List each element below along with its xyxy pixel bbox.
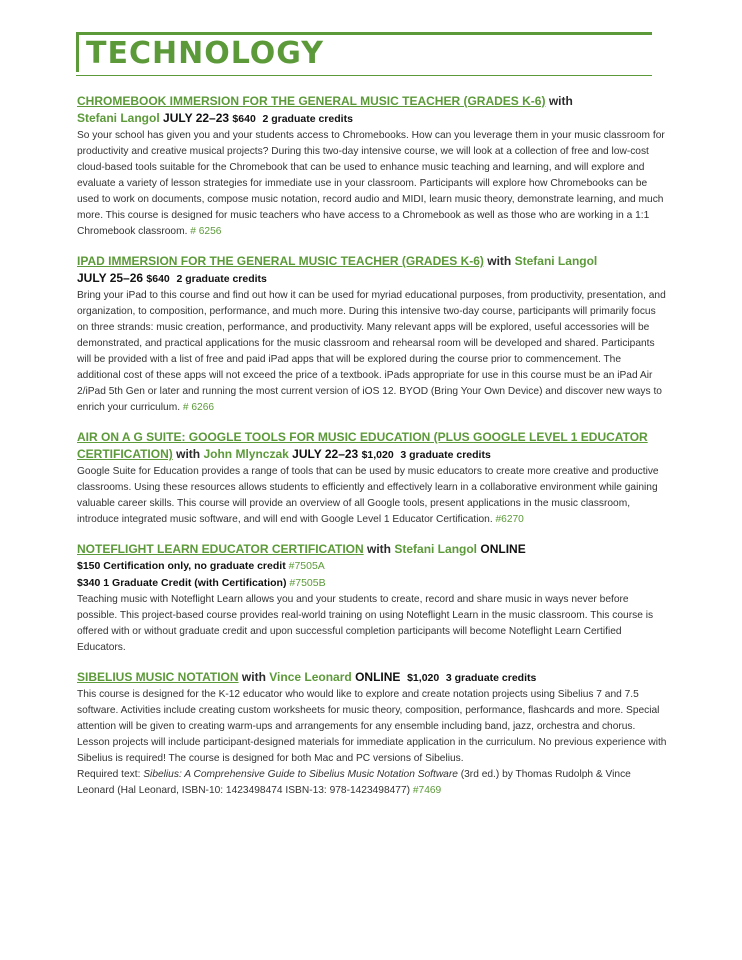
- course-heading: [77, 669, 667, 687]
- option-text: $150 Certification only, no graduate credit: [77, 560, 286, 572]
- required-book-details: (3rd ed.) by Thomas Rudolph & Vince Leonard (Hal Leonard, ISBN-10: 1423498474 ISBN-13: 978-1423498477): [77, 769, 631, 796]
- with-label: with: [487, 254, 512, 268]
- course-title-link[interactable]: AIR ON A G SUITE: GOOGLE TOOLS FOR MUSIC EDUCATION (PLUS GOOGLE LEVEL 1 EDUCATOR CERTIFICATION): [77, 430, 648, 461]
- course-description: [77, 592, 667, 656]
- option-number: #7505B: [289, 577, 326, 589]
- online-badge: ONLINE: [355, 670, 401, 684]
- course-chromebook: [77, 93, 667, 240]
- course-number: #7469: [412, 785, 442, 796]
- course-number: # 6266: [182, 402, 215, 413]
- description-text: This course is designed for the K-12 educator who would like to explore and create notation projects using Sibelius 7 and 7.5 software. Activities include creating custom worksheets for music theory, composition, performance, flashcards and more. Special attention will be given to creating warm-ups and arrangements for any ensemble including band, jazz, orchestra and chorus. Lesson projects will include participant-designed materials for immediate application in the curriculum. No previous experience with Sibelius is required! The course is designed for both Mac and PC versions of Sibelius.: [77, 689, 667, 764]
- course-date: JULY 22–23: [163, 111, 230, 125]
- course-ipad: [77, 253, 667, 416]
- course-number: # 6256: [190, 226, 222, 237]
- description-text: Teaching music with Noteflight Learn allows you and your students to create, record and share music in ways never before possible. This project-based course provides real-world training on using Noteflight Learn in the music classroom. This course is offered with or without graduate credit and upon successful completion participants will become Noteflight Learn Certified Educators.: [77, 594, 654, 653]
- course-heading: [77, 429, 667, 464]
- section-header: [76, 30, 652, 78]
- course-heading: [77, 541, 667, 558]
- description-text: So your school has given you and your students access to Chromebooks. How can you leverage them in your music classroom for productivity and creative musical projects? During this two-day intensive course, we will look at a collection of free and low-cost cloud-based tools suitable for the Chromebook that can be used to enhance music teaching and learning, and will explore and evaluate a variety of lesson strategies for immediate use in your classroom. Participants will explore how Chromebooks can be used to work on documents, compose music notation, record audio and MIDI, learn music theory, demonstrate learning, and much more. This course is designed for music teachers who have access to a Chromebook as well as those who are working in a 1:1 Chromebook classroom.: [77, 130, 665, 237]
- course-description: [77, 464, 667, 528]
- course-credits: 2 graduate credits: [176, 273, 267, 285]
- course-title-link[interactable]: SIBELIUS MUSIC NOTATION: [77, 670, 239, 684]
- course-credits: 3 graduate credits: [445, 672, 537, 684]
- course-description: [77, 128, 667, 240]
- description-text: Bring your iPad to this course and find out how it can be used for myriad educational purposes, from productivity, presentation, and organization, to composition, performance, and much more. During this intensive two-day course, participants will primarily focus on three strands: music creation, performance, and productivity. Many relevant apps will be explored, useful accessories will be demonstrated, and practical applications for the music classroom and rehearsal room will be developed and shared. Participants will be provided with a list of free and paid iPad apps that will be explored during the course prior to commencement. The additional cost of these apps will not exceed the price of a textbook. iPads appropriate for use in this course must be an iPad Air 2/iPad 5th Gen or later and running the most current version of iOS 12. BYOD (Bring Your Own Device) and discover new ways to enrich your curriculum.: [77, 290, 666, 413]
- option-graduate-credit: [77, 575, 667, 592]
- required-book-title: Sibelius: A Comprehensive Guide to Sibelius Music Notation Software: [143, 769, 458, 780]
- online-badge: ONLINE: [480, 542, 526, 556]
- course-price: $1,020: [361, 449, 394, 461]
- with-label: with: [367, 542, 391, 556]
- option-number: #7505A: [288, 560, 325, 572]
- course-price: $640: [146, 273, 170, 285]
- instructor-name: John Mlynczak: [203, 447, 289, 461]
- instructor-name: Stefani Langol: [77, 111, 160, 125]
- instructor-name: Stefani Langol: [394, 542, 478, 556]
- course-noteflight: [77, 541, 667, 656]
- section-title: TECHNOLOGY: [86, 36, 324, 71]
- course-heading: [77, 253, 667, 288]
- course-title-link[interactable]: IPAD IMMERSION FOR THE GENERAL MUSIC TEACHER (GRADES K-6): [77, 254, 484, 268]
- course-sibelius: [77, 669, 667, 799]
- instructor-name: Vince Leonard: [269, 670, 352, 684]
- course-description: [77, 687, 667, 799]
- description-text: Google Suite for Education provides a range of tools that can be used by music educators to create more creative and productive classrooms. Using these resources allows students to efficiently and effectively learn in a collaborative environment while gaining valuable career skills. This course will provide an overview of all Google tools, present applications in the music classroom, introduce integrated music software, and will end with Google Level 1 Educator Certification.: [77, 466, 659, 525]
- option-certification-only: [77, 558, 667, 575]
- course-credits: 2 graduate credits: [262, 113, 353, 125]
- with-label: with: [176, 447, 201, 461]
- course-price: $640: [232, 113, 256, 125]
- course-title-link[interactable]: NOTEFLIGHT LEARN EDUCATOR CERTIFICATION: [77, 542, 364, 556]
- course-price: $1,020: [407, 672, 440, 684]
- course-list: [77, 93, 667, 812]
- course-credits: 3 graduate credits: [400, 449, 491, 461]
- required-text-prefix: Required text:: [77, 769, 144, 780]
- course-google-suite: [77, 429, 667, 528]
- header-rule: [76, 75, 652, 76]
- course-date: JULY 22–23: [292, 447, 359, 461]
- option-text: $340 1 Graduate Credit (with Certification): [77, 577, 287, 589]
- course-heading: [77, 93, 667, 128]
- instructor-name: Stefani Langol: [514, 254, 598, 268]
- course-number: #6270: [495, 514, 524, 525]
- with-label: with: [241, 670, 266, 684]
- course-date: JULY 25–26: [77, 271, 144, 285]
- with-label: with: [548, 94, 573, 108]
- course-title-link[interactable]: CHROMEBOOK IMMERSION FOR THE GENERAL MUSIC TEACHER (GRADES K-6): [77, 94, 546, 108]
- course-description: [77, 288, 667, 416]
